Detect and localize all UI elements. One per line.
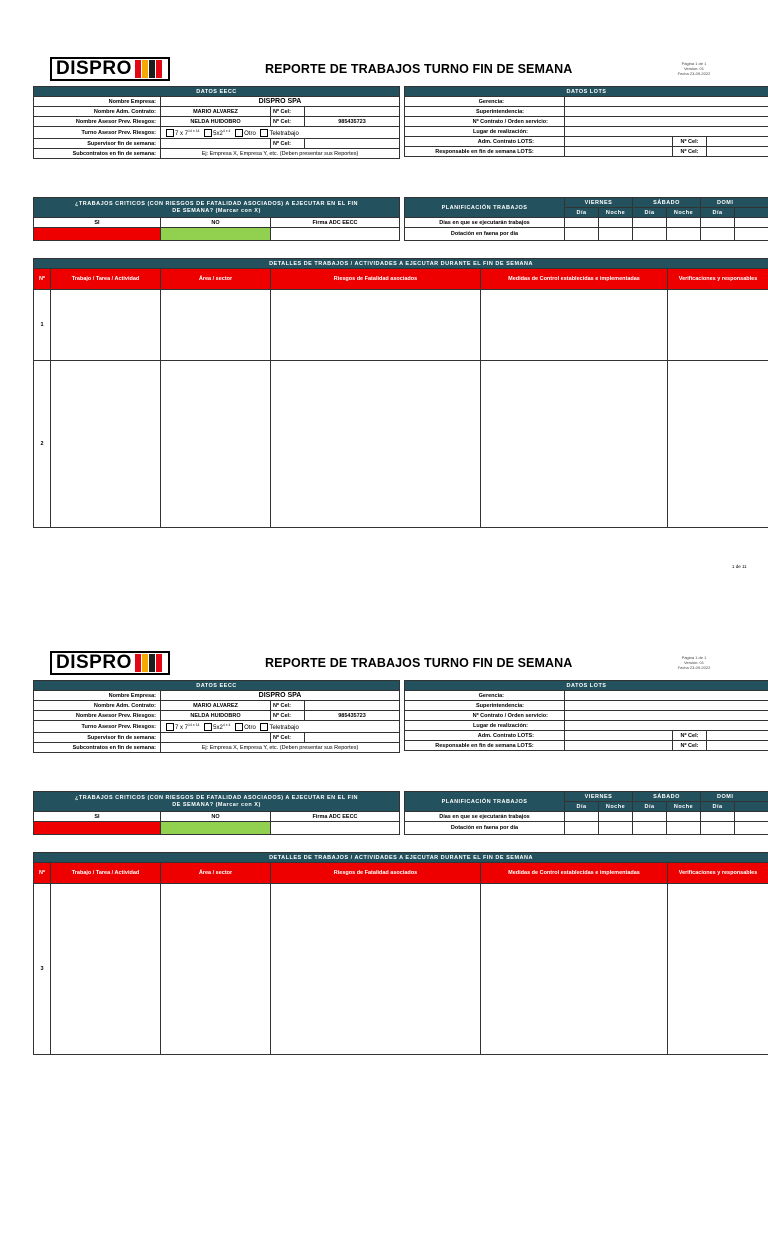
logo-color-bars xyxy=(135,654,163,672)
trabajos-criticos-table: ¿TRABAJOS CRITICOS (CON RIESGOS DE FATALIDAD ASOCIADOS) A EJECUTAR EN EL FIN DE SEMANA? (Marcar con X) SI NO Firma ADC EECC xyxy=(33,791,400,835)
dispro-logo: DISPRO xyxy=(50,57,170,81)
table-row: 3 xyxy=(34,884,768,1055)
document-meta: Página 1 de 1 Versión: 01 Fecha 23-09-2022 xyxy=(666,655,722,670)
turno-7x7-checkbox[interactable] xyxy=(166,129,174,137)
adm-cel-field[interactable] xyxy=(305,107,400,117)
turno-teletrabajo-checkbox[interactable] xyxy=(260,723,268,731)
datos-eecc-table: DATOS EECC Nombre Empresa: DISPRO SPA Nombre Adm. Contrato: MARIO ALVAREZ Nº Cel: Nombre Asesor Prev. Riesgos: NELDA HUIDOBRO Nº Cel: 985435723 Turno Asesor Prev. Riesgos: 7 x $7^{14 x 14}$ $5x2^{4 x 4}$ Otro Teletrabajo Supervisor fin de semana: Nº Cel: Subcontratos en fin de semana: Ej: Empresa X, Empresa Y, etc. (Deben presentar sus Reportes) xyxy=(33,86,400,159)
turno-teletrabajo-checkbox[interactable] xyxy=(260,129,268,137)
no-mark-cell[interactable] xyxy=(161,228,271,241)
detalles-table: DETALLES DE TRABAJOS / ACTIVIDADES A EJECUTAR DURANTE EL FIN DE SEMANA Nº Trabajo / Tarea / Actividad Área / sector Riesgos de Fatalidad asociados Medidas de Control establecidas e implementadas Verificaciones y responsables 3 xyxy=(33,852,768,1055)
table-row: 1 xyxy=(34,290,768,361)
datos-lots-table: DATOS LOTS Gerencia: Superintendencia: Nº Contrato / Orden servicio: Lugar de realización: Adm. Contrato LOTS: Nº Cel: Responsable en fin de semana LOTS: Nº Cel: xyxy=(404,680,768,751)
empresa-value: DISPRO SPA xyxy=(161,97,400,107)
table-row: 2 xyxy=(34,361,768,528)
planificacion-table: PLANIFICACIÓN TRABAJOS VIERNES SÁBADO DOMI Día Noche Día Noche Día Días en que se ejecutarán trabajos Dotación en faena por día xyxy=(404,197,768,241)
turno-otro-checkbox[interactable] xyxy=(235,723,243,731)
page-number: 1 de 11 xyxy=(732,564,747,569)
supervisor-cel-field[interactable] xyxy=(305,139,400,149)
datos-lots-table: DATOS LOTS Gerencia: Superintendencia: Nº Contrato / Orden servicio: Lugar de realización: Adm. Contrato LOTS: Nº Cel: Responsable en fin de semana LOTS: Nº Cel: xyxy=(404,86,768,157)
si-mark-cell[interactable] xyxy=(34,228,161,241)
datos-eecc-table: DATOS EECC Nombre Empresa: DISPRO SPA Nombre Adm. Contrato: MARIO ALVAREZ Nº Cel: Nombre Asesor Prev. Riesgos: NELDA HUIDOBRO Nº Cel: 985435723 Turno Asesor Prev. Riesgos: 7 x $7^{14 x 14}$ $5x2^{4 x 4}$ Otro Teletrabajo Supervisor fin de semana: Nº Cel: Subcontratos en fin de semana: Ej: Empresa X, Empresa Y, etc. (Deben presentar sus Reportes) xyxy=(33,680,400,753)
report-title: REPORTE DE TRABAJOS TURNO FIN DE SEMANA xyxy=(265,62,572,76)
logo-color-bars xyxy=(135,60,163,78)
report-page-1 xyxy=(0,55,768,649)
planificacion-table: PLANIFICACIÓN TRABAJOS VIERNES SÁBADO DOMI Día Noche Día Noche Día Días en que se ejecutarán trabajos Dotación en faena por día xyxy=(404,791,768,835)
turno-otro-checkbox[interactable] xyxy=(235,129,243,137)
document-meta: Página 1 de 1 Versión: 01 Fecha 23-09-2022 xyxy=(666,61,722,76)
detalles-table: DETALLES DE TRABAJOS / ACTIVIDADES A EJECUTAR DURANTE EL FIN DE SEMANA Nº Trabajo / Tarea / Actividad Área / sector Riesgos de Fatalidad asociados Medidas de Control establecidas e implementadas Verificaciones y responsables 1 2 xyxy=(33,258,768,528)
trabajos-criticos-table: ¿TRABAJOS CRITICOS (CON RIESGOS DE FATALIDAD ASOCIADOS) A EJECUTAR EN EL FIN DE SEMANA? (Marcar con X) SI NO Firma ADC EECC xyxy=(33,197,400,241)
turno-5x2-checkbox[interactable] xyxy=(204,129,212,137)
turno-5x2-checkbox[interactable] xyxy=(204,723,212,731)
supervisor-field[interactable] xyxy=(161,139,271,149)
turno-7x7-checkbox[interactable] xyxy=(166,723,174,731)
dispro-logo: DISPRO xyxy=(50,651,170,675)
datos-lots-header: DATOS LOTS xyxy=(405,87,768,97)
report-title: REPORTE DE TRABAJOS TURNO FIN DE SEMANA xyxy=(265,656,572,670)
report-page-2 xyxy=(0,649,768,1243)
firma-cell[interactable] xyxy=(271,228,400,241)
turno-options: 7 x $7^{14 x 14}$ $5x2^{4 x 4}$ Otro Teletrabajo xyxy=(161,127,400,139)
datos-eecc-header: DATOS EECC xyxy=(34,87,400,97)
